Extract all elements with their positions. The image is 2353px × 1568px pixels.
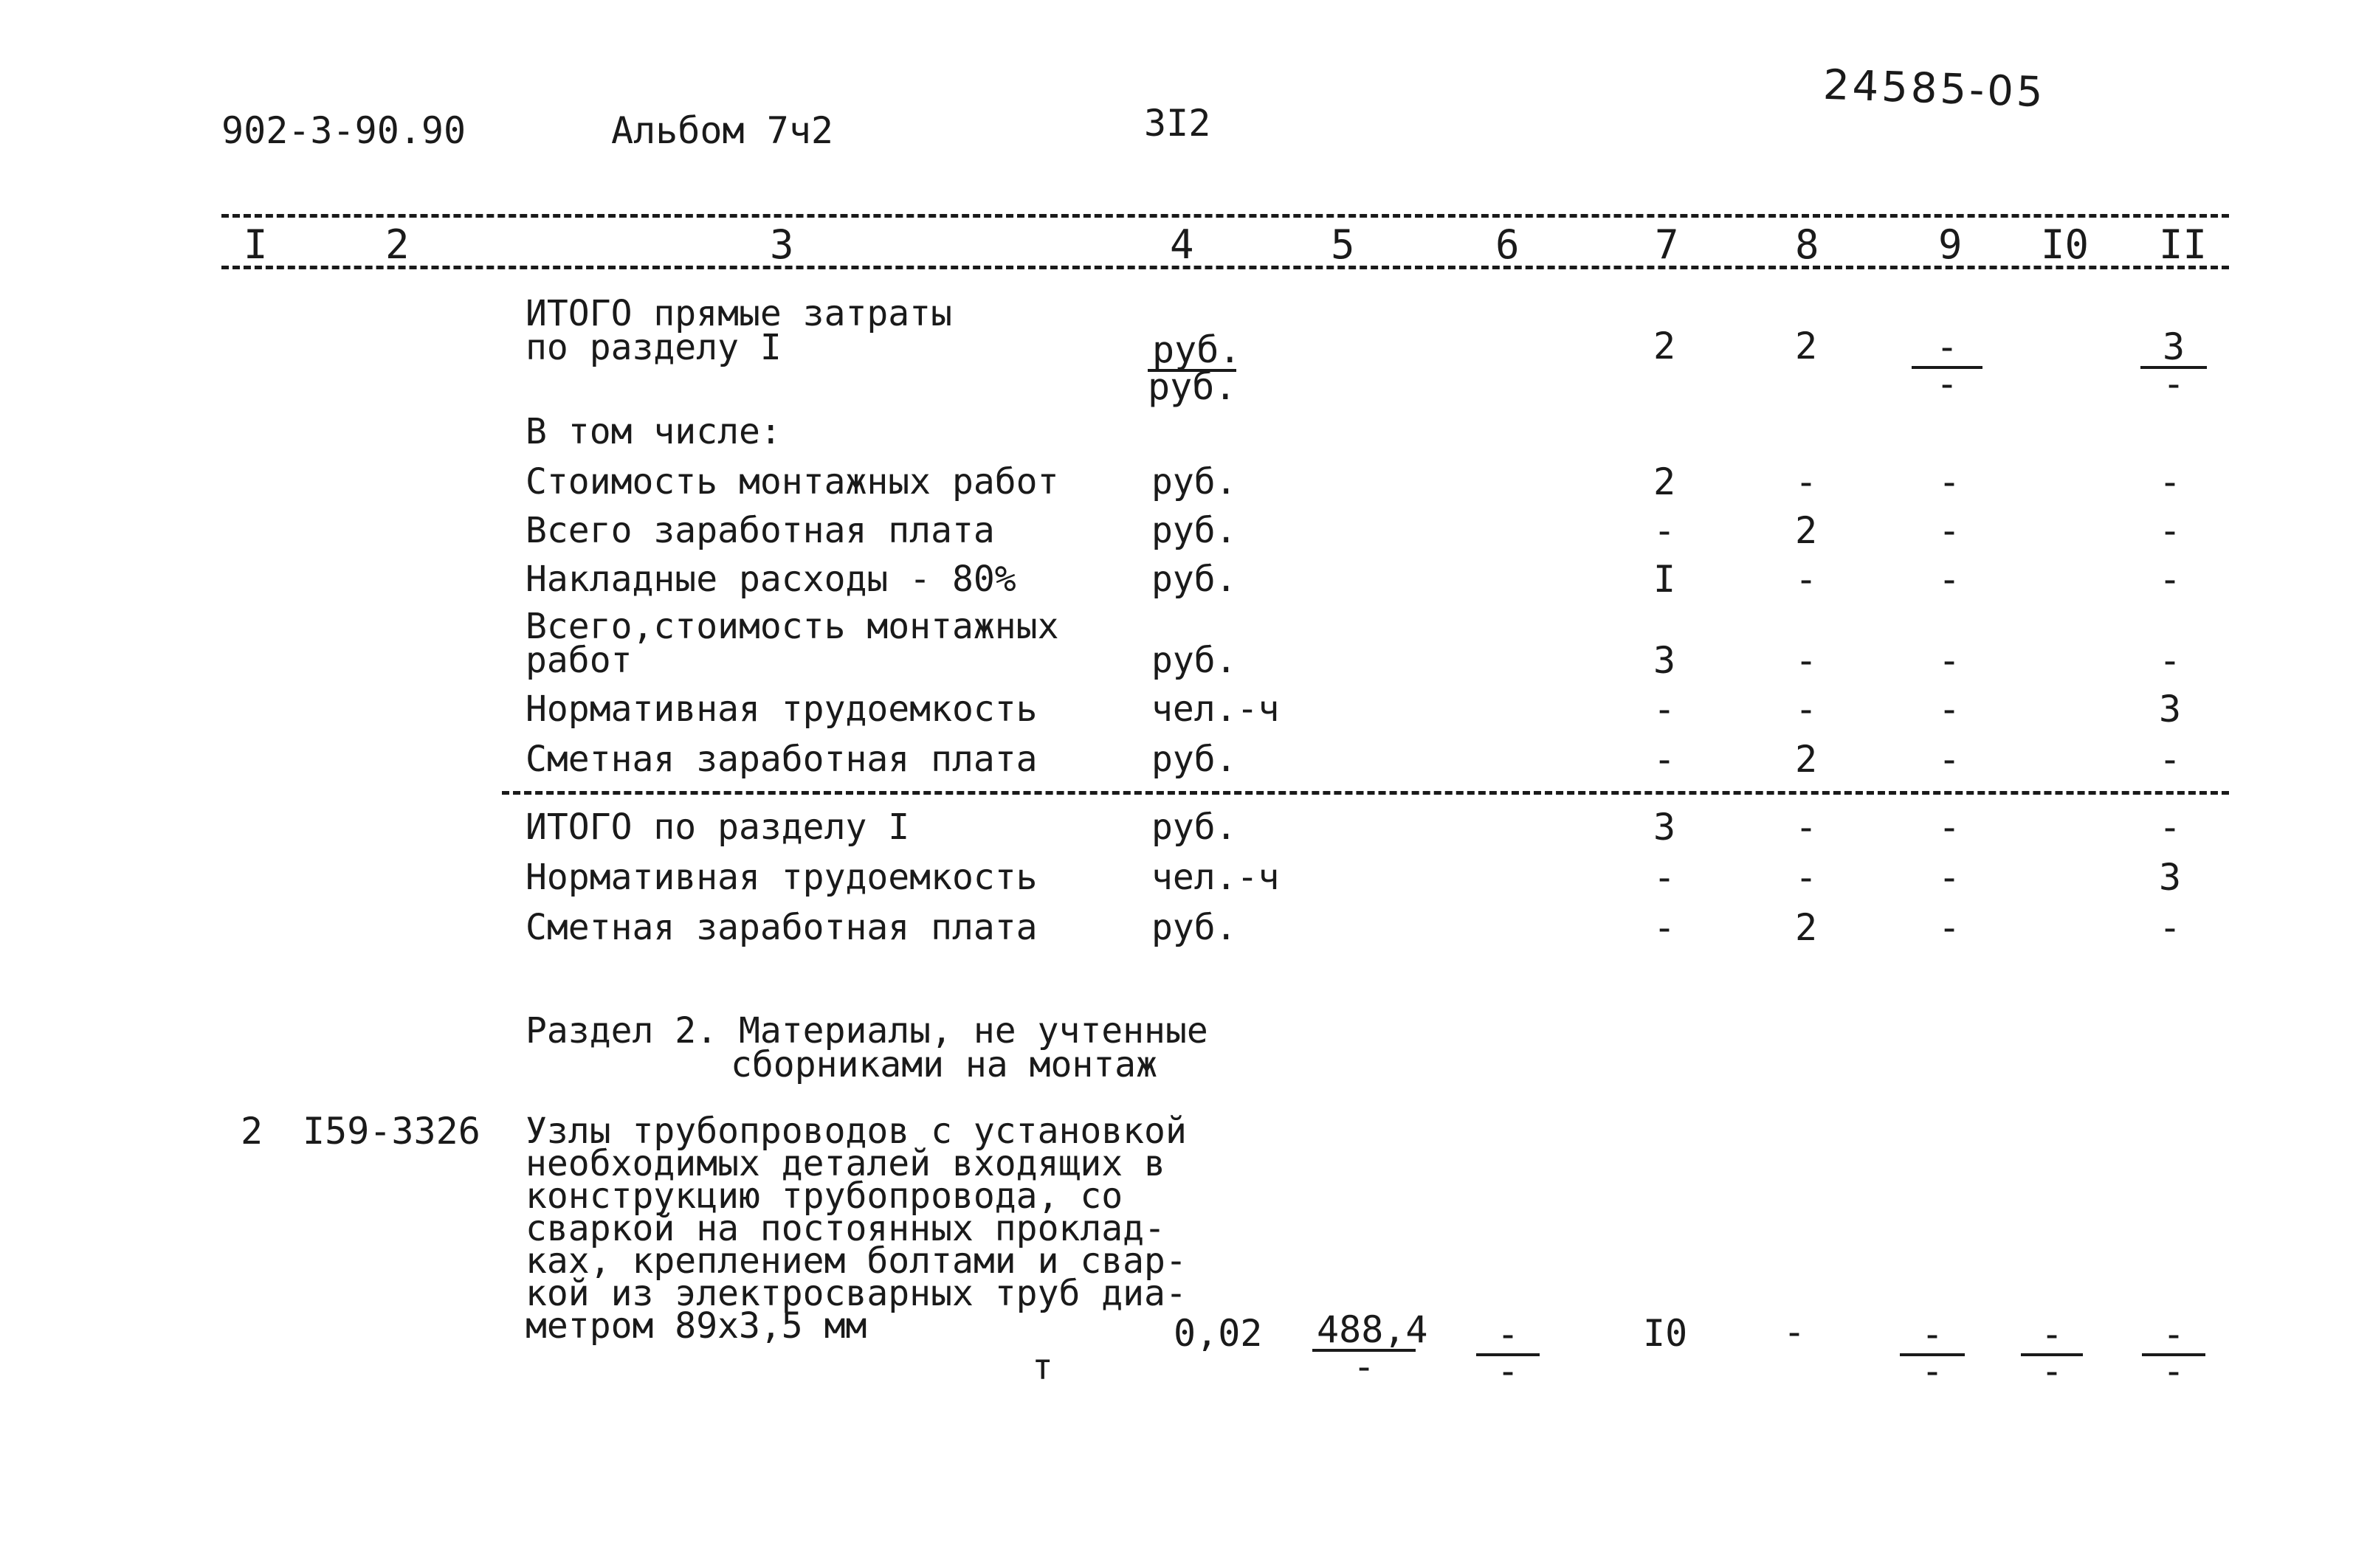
item-desc-line: метром 89х3,5 мм <box>526 1305 867 1347</box>
row-unit: руб. <box>1151 510 1237 551</box>
summary-c11-num: 3 <box>2140 328 2207 369</box>
item-c11-den: - <box>2162 1350 2185 1392</box>
total-unit: руб. <box>1151 907 1237 948</box>
col-number-9: 9 <box>1938 221 1963 268</box>
row-c7: - <box>1653 509 1676 552</box>
total-name: ИТОГО по разделу I <box>526 807 910 848</box>
row-c9: - <box>1938 639 1961 682</box>
totals-separator <box>502 791 2229 795</box>
total-unit: чел.-ч <box>1151 857 1280 898</box>
summary-c9-num: - <box>1912 328 1982 369</box>
item-desc-line: кой из электросварных труб диа- <box>526 1273 1187 1314</box>
row-c7: - <box>1653 688 1676 731</box>
col-number-8: 8 <box>1795 221 1819 268</box>
row-c9: - <box>1938 509 1961 552</box>
item-c11-num: - <box>2142 1315 2205 1356</box>
row-c11: 3 <box>2159 688 2182 731</box>
col-number-11: II <box>2159 221 2208 268</box>
summary-c8: 2 <box>1795 325 1818 367</box>
row-c8: 2 <box>1795 738 1818 781</box>
item-price-den: - <box>1352 1345 1376 1388</box>
row-c11: - <box>2159 509 2182 552</box>
album-label: Альбом 7ч2 <box>611 109 834 152</box>
row-c7: I <box>1653 558 1676 601</box>
row-name: Всего заработная плата <box>526 510 995 551</box>
section2-title-line2: сборниками на монтаж <box>731 1044 1157 1085</box>
summary-unit-num: руб. <box>1148 331 1236 372</box>
row-c11: - <box>2159 738 2182 781</box>
total-c9: - <box>1938 806 1961 849</box>
item-desc-line: необходимых деталей входящих в <box>526 1143 1165 1184</box>
item-desc-line: сваркой на постоянных проклад- <box>526 1208 1165 1249</box>
total-c9: - <box>1938 856 1961 899</box>
total-name: Сметная заработная плата <box>526 907 1038 948</box>
row-c7: 3 <box>1653 639 1676 682</box>
item-c9-den: - <box>1920 1350 1944 1392</box>
row-c9: - <box>1938 558 1961 601</box>
item-c6-fraction <box>1476 1313 1540 1392</box>
total-name: Нормативная трудоемкость <box>526 857 1038 898</box>
col-number-10: I0 <box>2041 221 2090 268</box>
summary-c11-fraction <box>2140 325 2207 405</box>
page-number: 3I2 <box>1144 102 1211 145</box>
total-c7: - <box>1653 906 1676 949</box>
row-name: Накладные расходы - 80% <box>526 559 1016 600</box>
total-c7: - <box>1653 856 1676 899</box>
total-unit: руб. <box>1151 807 1237 848</box>
item-c7: I0 <box>1643 1312 1688 1355</box>
total-c11: - <box>2159 806 2182 849</box>
row-c8: - <box>1795 639 1818 682</box>
row-name: Сметная заработная плата <box>526 739 1038 780</box>
item-c6-num: - <box>1476 1315 1540 1356</box>
row-unit: руб. <box>1151 739 1237 780</box>
total-c8: - <box>1795 806 1818 849</box>
item-c10-fraction <box>2021 1313 2083 1392</box>
summary-unit-den: руб. <box>1148 365 1237 408</box>
row-name: Нормативная трудоемкость <box>526 688 1038 730</box>
item-c9-num: - <box>1900 1315 1965 1356</box>
summary-c11-den: - <box>2162 362 2185 405</box>
item-code: I59-3326 <box>303 1110 480 1153</box>
row-c8: - <box>1795 460 1818 503</box>
item-price-fraction <box>1312 1308 1428 1388</box>
handwritten-inventory-number: 24585-05 <box>1822 61 2047 117</box>
row-c9: - <box>1938 688 1961 731</box>
col-number-2: 2 <box>385 221 410 268</box>
row-c8: - <box>1795 558 1818 601</box>
including-label: В том числе: <box>526 411 782 452</box>
row-name-cont: работ <box>526 640 633 681</box>
row-c9: - <box>1938 738 1961 781</box>
col-number-3: 3 <box>770 221 794 268</box>
item-desc-line: ках, креплением болтами и свар- <box>526 1240 1187 1282</box>
item-c10-den: - <box>2040 1350 2064 1392</box>
item-desc-line: Узлы трубопроводов с установкой <box>526 1111 1187 1152</box>
item-number: 2 <box>241 1110 263 1153</box>
row-unit: руб. <box>1151 640 1237 681</box>
row-unit: руб. <box>1151 559 1237 600</box>
item-desc-line: конструкцию трубопровода, со <box>526 1175 1123 1217</box>
row-c7: 2 <box>1653 460 1676 503</box>
row-c11: - <box>2159 558 2182 601</box>
row-unit: руб. <box>1151 461 1237 502</box>
summary-title-line1: ИТОГО прямые затраты <box>526 293 952 334</box>
col-number-7: 7 <box>1655 221 1679 268</box>
row-c8: - <box>1795 688 1818 731</box>
row-c8: 2 <box>1795 509 1818 552</box>
row-c11: - <box>2159 639 2182 682</box>
summary-title-line2: по разделу I <box>526 327 782 368</box>
row-unit: чел.-ч <box>1151 688 1280 730</box>
summary-c7: 2 <box>1653 325 1676 367</box>
item-price: 488,4 <box>1312 1310 1416 1352</box>
item-unit: т <box>1032 1347 1053 1388</box>
item-c10-num: - <box>2021 1315 2083 1356</box>
col-number-5: 5 <box>1331 221 1355 268</box>
summary-c9-fraction <box>1912 325 1982 405</box>
table-header-rule <box>221 266 2229 269</box>
table-top-rule <box>221 214 2229 218</box>
col-number-6: 6 <box>1495 221 1520 268</box>
row-name: Всего,стоимость монтажных <box>526 606 1059 647</box>
row-name: Стоимость монтажных работ <box>526 461 1059 502</box>
item-c8: - <box>1783 1310 1806 1353</box>
item-quantity: 0,02 <box>1174 1312 1263 1355</box>
item-c9-fraction <box>1900 1313 1965 1392</box>
row-c7: - <box>1653 738 1676 781</box>
section2-title-line1: Раздел 2. Материалы, не учтенные <box>526 1010 1208 1051</box>
col-number-4: 4 <box>1170 221 1194 268</box>
total-c11: 3 <box>2159 856 2182 899</box>
total-c9: - <box>1938 906 1961 949</box>
summary-c9-den: - <box>1935 362 1959 405</box>
total-c8: - <box>1795 856 1818 899</box>
item-c6-den: - <box>1496 1350 1520 1392</box>
row-c9: - <box>1938 460 1961 503</box>
total-c8: 2 <box>1795 906 1818 949</box>
col-number-1: I <box>244 221 268 268</box>
row-c11: - <box>2159 460 2182 503</box>
item-c11-fraction <box>2142 1313 2205 1392</box>
summary-unit-fraction <box>1148 328 1241 408</box>
total-c11: - <box>2159 906 2182 949</box>
total-c7: 3 <box>1653 806 1676 849</box>
document-code: 902-3-90.90 <box>221 109 466 152</box>
